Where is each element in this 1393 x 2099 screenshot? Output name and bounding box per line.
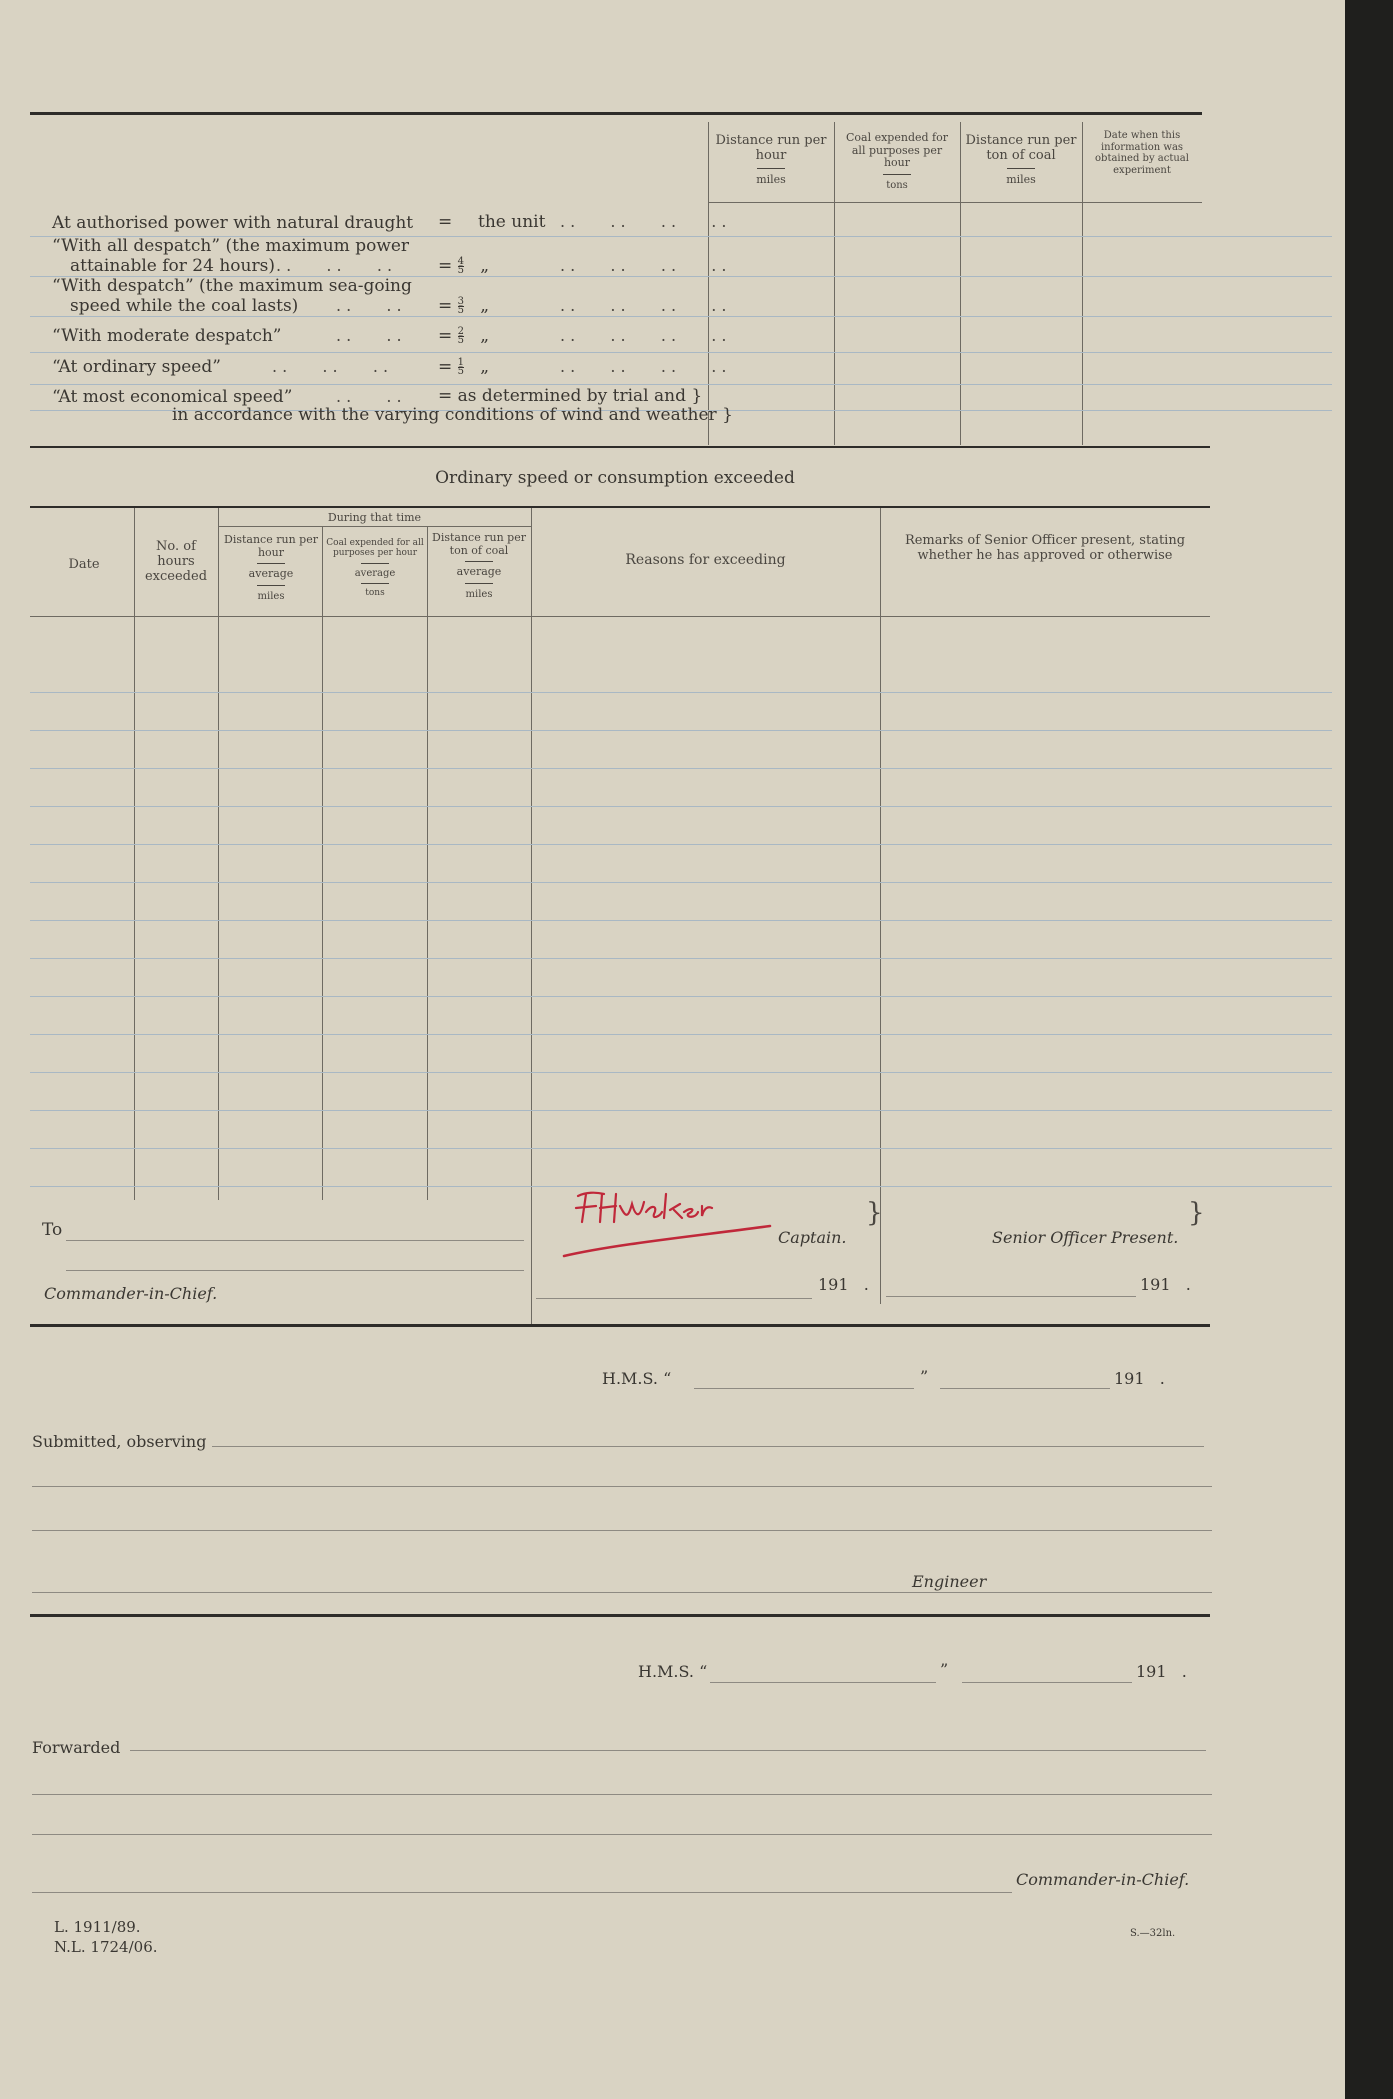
col-divider — [134, 508, 135, 1200]
fraction: $\frac{1}{5}$ — [457, 357, 465, 377]
captain-signature — [556, 1182, 786, 1262]
header-coal-expended: Coal expended for all purposes per hour tons — [845, 131, 948, 191]
row-label-moderate: “With moderate despatch” — [52, 326, 282, 346]
row-label-all-despatch: “With all despatch” (the maximum power — [52, 236, 410, 256]
senior-year: 191 . — [1140, 1275, 1191, 1294]
leader-dots: .. .. .. .. — [560, 212, 732, 231]
header-remarks: Remarks of Senior Officer present, stating whether he has approved or otherwise — [904, 533, 1186, 563]
forward-year: 191 . — [1136, 1662, 1187, 1681]
header-distance-per-ton: Distance run per ton of coal miles — [965, 133, 1077, 186]
top-heavy-rule — [30, 112, 1202, 115]
equals-sign: = $\frac{3}{5}$ „ — [438, 296, 490, 316]
to-line-2[interactable] — [66, 1270, 524, 1271]
row-label-despatch: “With despatch” (the maximum sea-going — [52, 276, 412, 296]
ruling-line — [30, 1148, 1332, 1149]
fraction: $\frac{2}{5}$ — [457, 326, 465, 346]
ruling-line — [30, 316, 1332, 317]
close-quote-2: ” — [940, 1660, 949, 1679]
row-label-economical-2: in accordance with the varying conditions of wind and weather } — [172, 405, 733, 425]
ship-name-line-2[interactable] — [710, 1682, 936, 1683]
ruling-line — [30, 1034, 1332, 1035]
to-line[interactable] — [66, 1240, 524, 1241]
equals-sign: = $\frac{1}{5}$ „ — [438, 357, 490, 377]
captain-year: 191 . — [818, 1275, 869, 1294]
row-label-all-despatch-2: attainable for 24 hours) — [70, 256, 275, 276]
date-line-2[interactable] — [962, 1682, 1132, 1683]
header-bottom-rule — [30, 616, 1210, 617]
header-coal-2: Coal expended for all purposes per hour average tons — [326, 538, 424, 599]
ship-name-line[interactable] — [694, 1388, 914, 1389]
footer-ref-2: N.L. 1724/06. — [54, 1938, 158, 1956]
header-reasons: Reasons for exceeding — [625, 552, 786, 568]
leader-dots: .. .. .. .. — [560, 357, 732, 376]
to-label: To — [42, 1220, 63, 1240]
ruling-line — [30, 920, 1332, 921]
engineer-label: Engineer — [908, 1572, 990, 1591]
equals-sign: = $\frac{2}{5}$ „ — [438, 326, 490, 346]
captain-label: Captain. — [778, 1228, 847, 1247]
forwarded-line-4[interactable] — [32, 1892, 1012, 1893]
equals-sign: = as determined by trial and } — [438, 386, 703, 406]
leader-dots: .. .. .. — [272, 357, 394, 376]
leader-dots: .. .. — [336, 296, 407, 315]
col-divider — [708, 122, 709, 445]
during-rule — [218, 526, 531, 527]
forwarded-line[interactable] — [130, 1750, 1206, 1751]
col-divider — [531, 508, 532, 1326]
submitted-label: Submitted, observing — [32, 1432, 207, 1451]
hms-label: H.M.S. “ — [602, 1369, 672, 1388]
forwarded-line-3[interactable] — [32, 1834, 1212, 1835]
leader-dots: .. .. — [336, 387, 407, 406]
ruling-line — [30, 352, 1332, 353]
leader-dots: .. .. .. — [276, 256, 398, 275]
brace: } — [866, 1198, 883, 1228]
section-heavy-rule — [30, 1324, 1210, 1327]
senior-officer-label: Senior Officer Present. — [992, 1228, 1179, 1247]
leader-dots: .. .. .. .. — [560, 296, 732, 315]
form-number: S.—32ln. — [1130, 1928, 1176, 1939]
col-divider — [427, 526, 428, 1200]
equals-sign: = $\frac{4}{5}$ „ — [438, 256, 490, 276]
forwarded-label: Forwarded — [32, 1738, 121, 1757]
background-edge — [1345, 0, 1393, 2099]
col-divider — [834, 122, 835, 445]
footer-ref-1: L. 1911/89. — [54, 1918, 141, 1936]
col-divider — [218, 508, 219, 1200]
header-bottom-rule — [708, 202, 1202, 203]
header-distance-per-hour-2: Distance run per hour average miles — [224, 533, 318, 602]
header-distance-per-hour: Distance run per hour miles — [715, 133, 827, 186]
fraction: $\frac{4}{5}$ — [457, 256, 465, 276]
fraction: $\frac{3}{5}$ — [457, 296, 465, 316]
row-label-natural-draught: At authorised power with natural draught — [52, 213, 414, 233]
section-heavy-rule — [30, 1614, 1210, 1617]
row-label-economical: “At most economical speed” — [52, 387, 293, 407]
submitted-line-4[interactable] — [32, 1592, 1212, 1593]
section-title: Ordinary speed or consumption exceeded — [435, 468, 795, 488]
engineer-year: 191 . — [1114, 1369, 1165, 1388]
commander-in-chief-label: Commander-in-Chief. — [44, 1284, 218, 1303]
ruling-line — [30, 1110, 1332, 1111]
section-heavy-rule — [30, 446, 1210, 448]
hms-label-2: H.M.S. “ — [638, 1662, 708, 1681]
close-quote: ” — [920, 1367, 929, 1386]
ruling-line — [30, 996, 1332, 997]
col-divider — [960, 122, 961, 445]
ruling-line — [30, 844, 1332, 845]
submitted-line[interactable] — [212, 1446, 1204, 1447]
leader-dots: .. .. .. .. — [560, 326, 732, 345]
col-divider — [880, 508, 881, 1304]
ruling-line — [30, 806, 1332, 807]
row-label-ordinary: “At ordinary speed” — [52, 357, 221, 377]
commander-in-chief-label-2: Commander-in-Chief. — [1016, 1870, 1190, 1889]
submitted-line-3[interactable] — [32, 1530, 1212, 1531]
ruling-line — [30, 768, 1332, 769]
header-distance-per-ton-2: Distance run per ton of coal average miles — [432, 531, 526, 600]
forwarded-line-2[interactable] — [32, 1794, 1212, 1795]
ruling-line — [30, 958, 1332, 959]
ruling-line — [30, 1072, 1332, 1073]
senior-date-line[interactable] — [886, 1296, 1136, 1297]
date-line[interactable] — [940, 1388, 1110, 1389]
equals-sign: = — [438, 212, 453, 232]
captain-date-line[interactable] — [536, 1298, 812, 1299]
ruling-line — [30, 384, 1332, 385]
submitted-line-2[interactable] — [32, 1486, 1212, 1487]
during-that-time: During that time — [327, 511, 422, 524]
header-date-obtained: Date when this information was obtained by actual experiment — [1095, 130, 1189, 176]
leader-dots: .. .. .. .. — [560, 256, 732, 275]
header-date: Date — [68, 557, 100, 572]
ruling-line — [30, 882, 1332, 883]
col-divider — [1082, 122, 1083, 445]
section-heavy-rule — [30, 506, 1210, 508]
row-value-unit: the unit — [478, 212, 546, 232]
ruling-line — [30, 692, 1332, 693]
leader-dots: .. .. — [336, 326, 407, 345]
row-label-despatch-2: speed while the coal lasts) — [70, 296, 299, 316]
ruling-line — [30, 730, 1332, 731]
brace: } — [1188, 1198, 1205, 1228]
col-divider — [322, 526, 323, 1200]
header-hours: No. of hours exceeded — [144, 539, 208, 584]
